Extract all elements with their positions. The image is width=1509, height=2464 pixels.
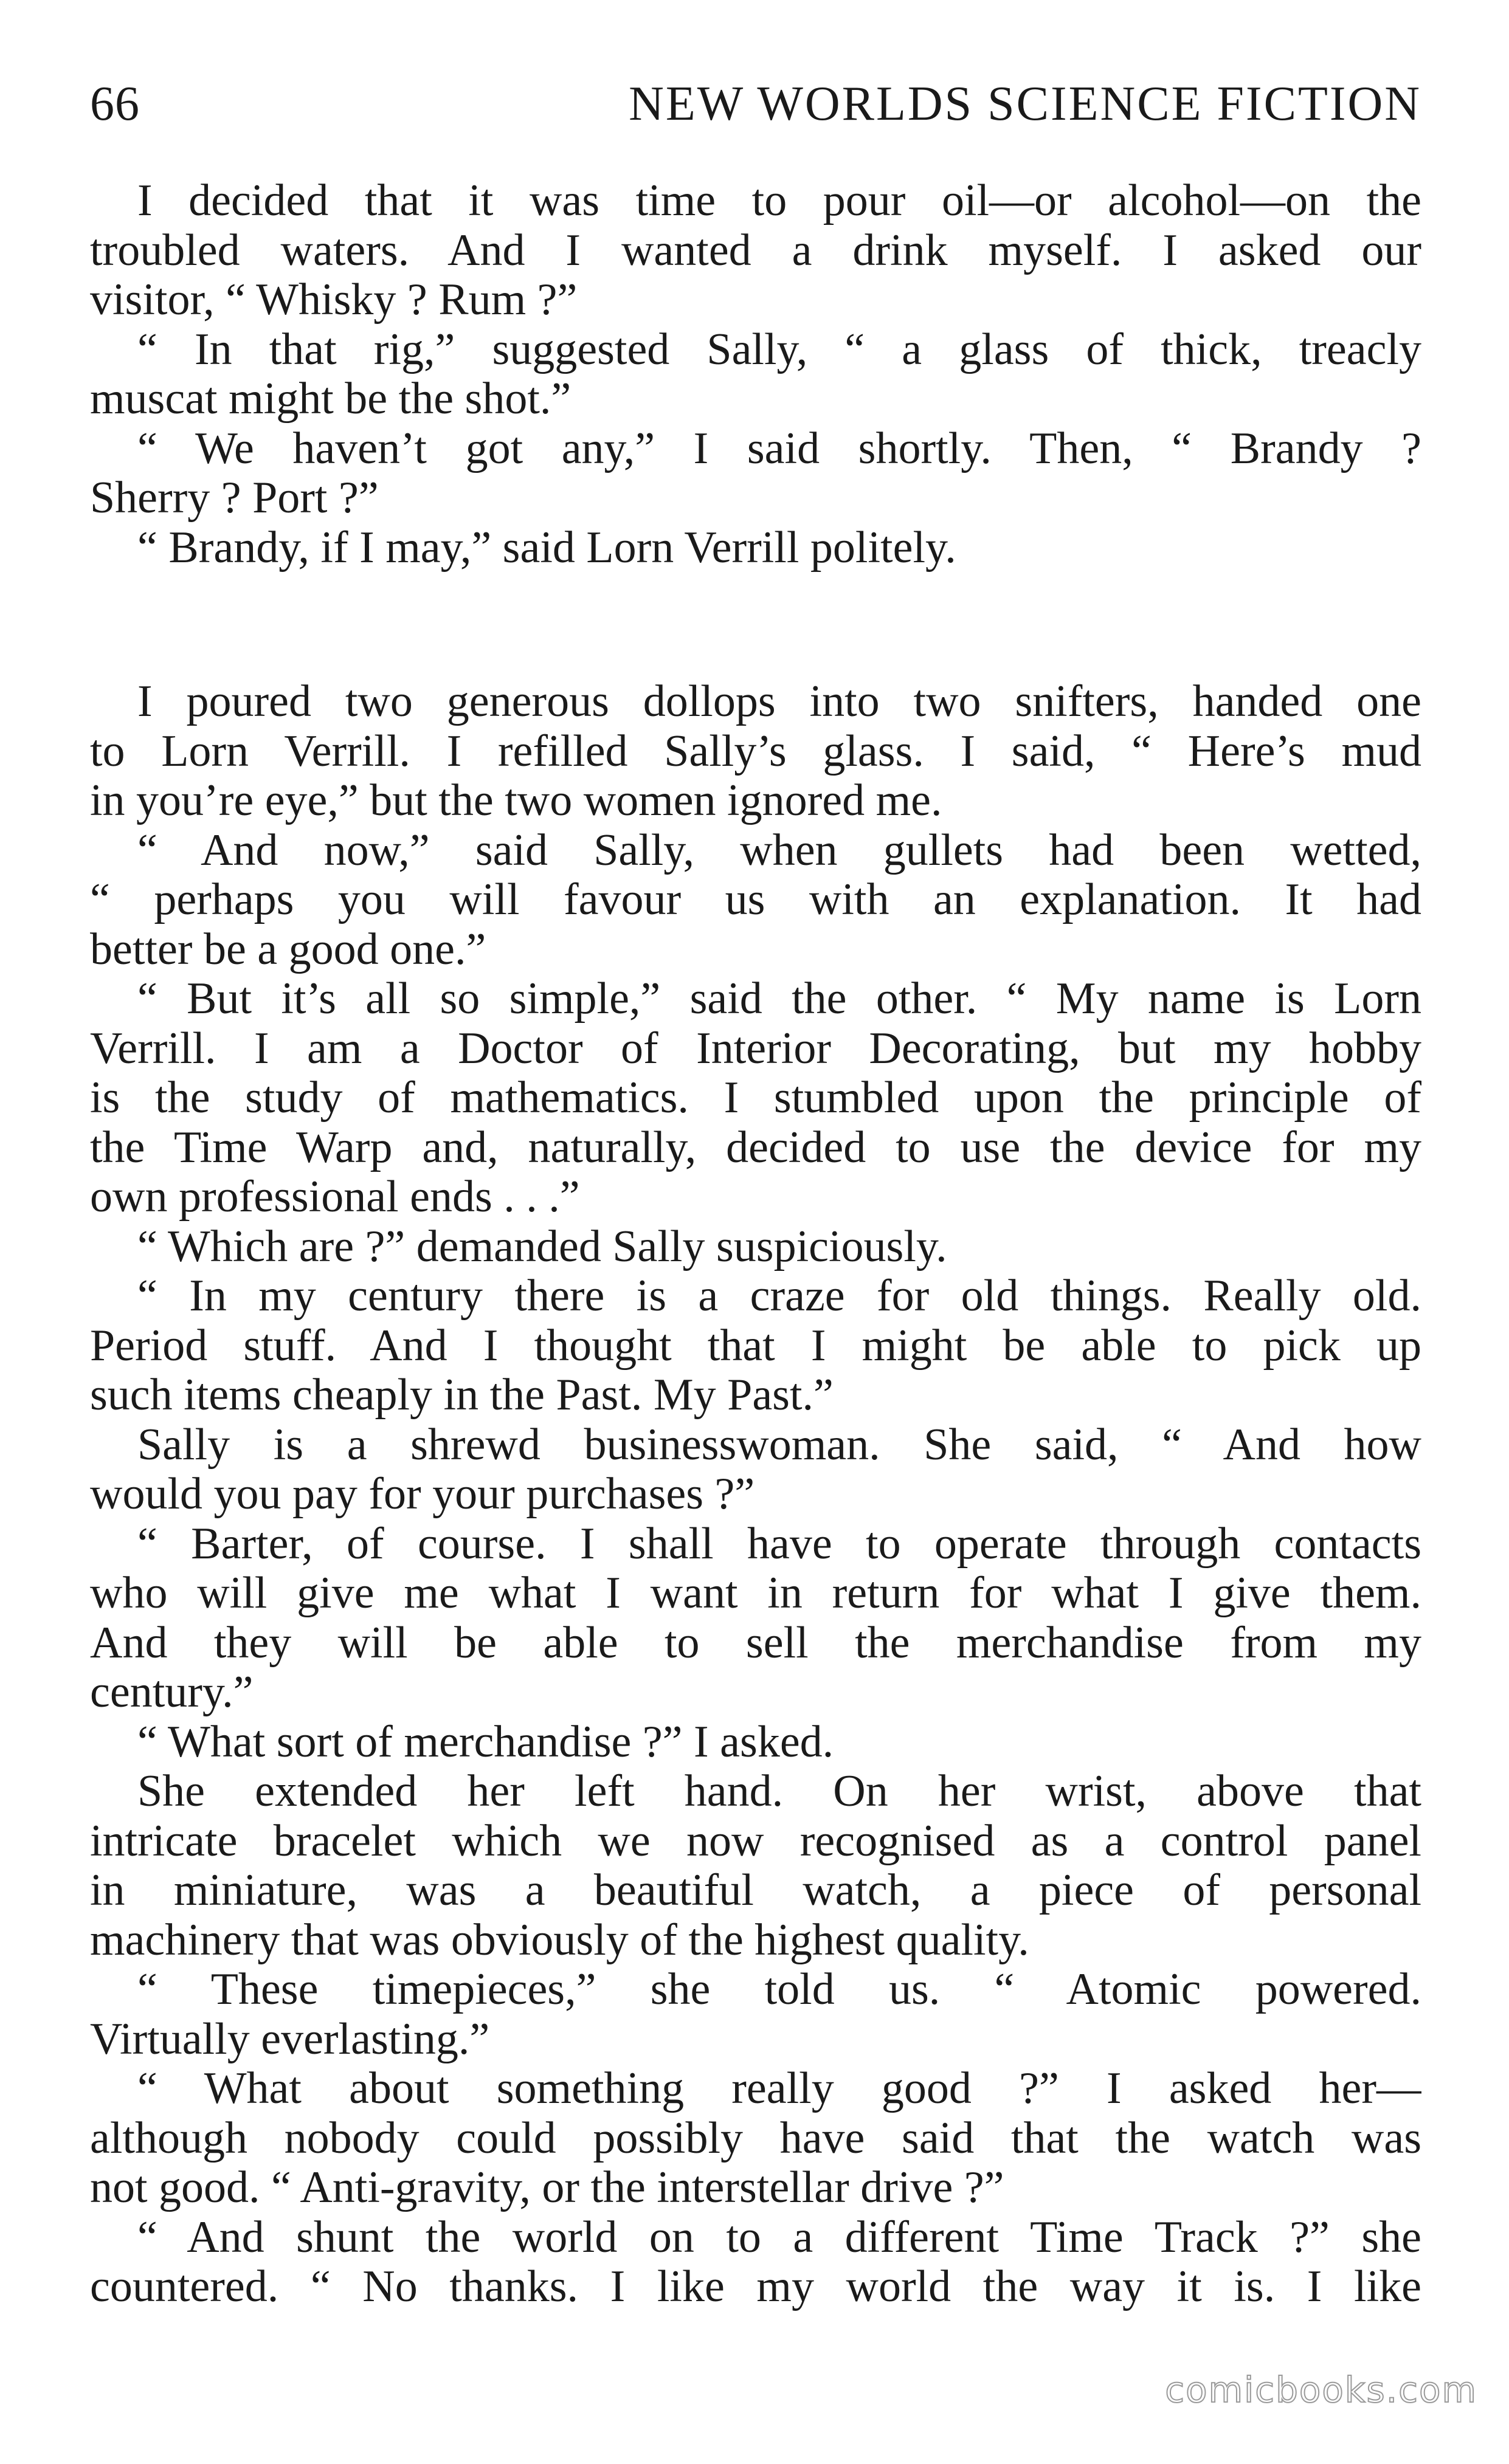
story-text xyxy=(90,176,1421,2312)
text-line: “ But it’s all so simple,” said the other. “ My name is Lorn xyxy=(137,974,1421,1024)
text-line: And they will be able to sell the merchandise from my xyxy=(90,1618,1421,1668)
text-line: “ What about something really good ?” I asked her— xyxy=(137,2064,1421,2113)
text-line: would you pay for your purchases ?” xyxy=(90,1470,755,1519)
text-line: troubled waters. And I wanted a drink myself. I asked our xyxy=(90,225,1421,275)
text-line: better be a good one.” xyxy=(90,924,486,974)
text-line: Virtually everlasting.” xyxy=(90,2014,490,2064)
text-line: the Time Warp and, naturally, decided to use the device for my xyxy=(90,1123,1421,1172)
text-line: who will give me what I want in return for what I give them. xyxy=(90,1569,1421,1618)
text-line: intricate bracelet which we now recognised as a control panel xyxy=(90,1816,1421,1866)
running-title: NEW WORLDS SCIENCE FICTION xyxy=(629,77,1421,131)
text-line: “ Barter, of course. I shall have to operate through contacts xyxy=(137,1519,1421,1569)
text-line: “ What sort of merchandise ?” I asked. xyxy=(137,1717,834,1767)
text-line: although nobody could possibly have said that the watch was xyxy=(90,2113,1421,2163)
text-line: in you’re eye,” but the two women ignored me. xyxy=(90,776,942,825)
text-line: Sherry ? Port ?” xyxy=(90,473,379,523)
text-line: muscat might be the shot.” xyxy=(90,374,571,424)
text-line: “ We haven’t got any,” I said shortly. Then, “ Brandy ? xyxy=(137,424,1421,473)
text-line: “ And shunt the world on to a different Time Track ?” she xyxy=(137,2212,1421,2262)
text-line: such items cheaply in the Past. My Past.” xyxy=(90,1371,834,1420)
text-line: in miniature, was a beautiful watch, a piece of personal xyxy=(90,1866,1421,1915)
text-line: I poured two generous dollops into two snifters, handed one xyxy=(137,677,1421,726)
text-line: is the study of mathematics. I stumbled upon the principle of xyxy=(90,1073,1421,1123)
text-line: visitor, “ Whisky ? Rum ?” xyxy=(90,275,578,325)
site-watermark: comicbooks.com xyxy=(1165,2369,1477,2411)
text-line: “ Brandy, if I may,” said Lorn Verrill politely. xyxy=(137,523,956,573)
text-line: “ In that rig,” suggested Sally, “ a glass of thick, treacly xyxy=(137,325,1421,374)
text-line: Period stuff. And I thought that I might be able to pick up xyxy=(90,1321,1421,1371)
text-line: “ These timepieces,” she told us. “ Atomic powered. xyxy=(137,1965,1421,2014)
text-line: Sally is a shrewd businesswoman. She said, “ And how xyxy=(137,1420,1421,1470)
text-line: She extended her left hand. On her wrist, above that xyxy=(137,1767,1421,1816)
text-line: to Lorn Verrill. I refilled Sally’s glass. I said, “ Here’s mud xyxy=(90,726,1421,776)
text-line: I decided that it was time to pour oil—or alcohol—on the xyxy=(137,176,1421,225)
page-header xyxy=(90,77,1421,143)
text-line: own professional ends . . .” xyxy=(90,1172,580,1222)
text-line: machinery that was obviously of the highest quality. xyxy=(90,1915,1029,1965)
page-number: 66 xyxy=(90,77,140,131)
text-line: century.” xyxy=(90,1668,254,1717)
text-line: “ And now,” said Sally, when gullets had been wetted, xyxy=(137,825,1421,875)
text-line: “ Which are ?” demanded Sally suspiciously. xyxy=(137,1222,947,1272)
text-line: “ perhaps you will favour us with an explanation. It had xyxy=(90,875,1421,924)
text-line: not good. “ Anti-gravity, or the interstellar drive ?” xyxy=(90,2163,1004,2212)
text-line: Verrill. I am a Doctor of Interior Decorating, but my hobby xyxy=(90,1024,1421,1073)
text-line: “ In my century there is a craze for old things. Really old. xyxy=(137,1272,1421,1321)
section-break xyxy=(90,573,1421,677)
text-line: countered. “ No thanks. I like my world the way it is. I like xyxy=(90,2262,1421,2311)
